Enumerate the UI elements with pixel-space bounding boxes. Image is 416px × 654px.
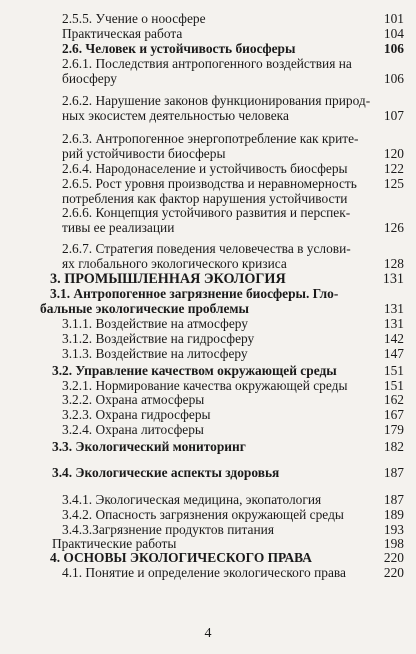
toc-entry-text: 2.6.3. Антропогенное энергопотребление как крите-	[62, 130, 359, 146]
toc-entry-page: 126	[383, 220, 404, 236]
toc-entry-text: ях глобального экологического кризиса	[62, 255, 287, 271]
toc-entry-page: 122	[383, 160, 404, 176]
toc-entry-page: 162	[383, 392, 404, 408]
toc-entry-text: 2.6.7. Стратегия поведения человечества в услови-	[62, 241, 351, 256]
page-number: 4	[204, 626, 212, 641]
toc-entry-text: 3.4. Экологические аспекты здоровья	[52, 465, 280, 481]
toc-entry-page: 189	[383, 506, 404, 522]
toc-entry-page: 131	[382, 270, 404, 287]
toc-entry-page: 106	[383, 40, 404, 56]
toc-entry-text: 2.6. Человек и устойчивость биосферы	[62, 40, 296, 56]
toc-entry-page: 128	[383, 255, 404, 271]
toc-entry-text: 2.6.4. Народонаселение и устойчивость биосферы	[62, 160, 348, 176]
toc-entry-page: 151	[383, 377, 404, 393]
toc-entry-text: 3.2.3. Охрана гидросферы	[62, 407, 211, 423]
toc-entry-text: бальные экологические проблемы	[40, 300, 249, 316]
toc-entry-page: 179	[383, 422, 404, 438]
toc-entry-text: 3.4.3.Загрязнение продуктов питания	[62, 521, 274, 537]
toc-entry-text: 3.4.1. Экологическая медицина, экопатология	[62, 491, 322, 507]
toc-entry-text: 3.4.2. Опасность загрязнения окружающей среды	[62, 506, 344, 522]
toc-entry-page: 104	[383, 25, 404, 41]
toc-entry-page: 167	[383, 407, 404, 423]
toc-entry-text: 2.6.6. Концепция устойчивого развития и перспек-	[62, 205, 351, 221]
toc-entry-text: 3.1.1. Воздействие на атмосферу	[62, 315, 248, 331]
toc-entry-text: Практические работы	[52, 536, 177, 552]
toc-entry-text: ных экосистем деятельностью человека	[62, 108, 289, 124]
toc-entry-page: 125	[383, 175, 404, 191]
toc-entry-page: 151	[383, 362, 404, 378]
toc-entry-page: 147	[383, 345, 404, 361]
toc-entry-page: 120	[383, 145, 404, 161]
toc-entry-text: 4. ОСНОВЫ ЭКОЛОГИЧЕСКОГО ПРАВА	[50, 549, 312, 565]
toc-entry-page: 182	[383, 439, 404, 455]
toc-entry-page: 220	[383, 564, 404, 580]
toc-entry-text: 3.3. Экологический мониторинг	[52, 439, 246, 455]
toc-entry-text: 4.1. Понятие и определение экологического права	[62, 564, 346, 580]
toc-entry-text: биосферу	[62, 70, 117, 86]
toc-entry-text: 3.2.1. Нормирование качества окружающей среды	[62, 377, 348, 393]
toc-entry-text: 3. ПРОМЫШЛЕННАЯ ЭКОЛОГИЯ	[50, 270, 286, 287]
toc-entry-page: 101	[383, 11, 404, 26]
toc-entry-page: 131	[383, 315, 404, 331]
toc-entry-page: 142	[383, 330, 404, 346]
toc-entry-page: 106	[383, 70, 404, 86]
toc-entry-page: 193	[383, 521, 404, 537]
toc-entry-page: 198	[383, 536, 404, 552]
toc-entry-text: 3.2.2. Охрана атмосферы	[62, 392, 205, 408]
toc-entry-page: 131	[383, 300, 404, 316]
toc-entry-text: тивы ее реализации	[62, 220, 175, 236]
toc-entry-text: 3.2.4. Охрана литосферы	[62, 422, 204, 438]
toc-entry-text: 2.6.1. Последствия антропогенного воздействия на	[62, 55, 352, 71]
toc-entry-text: Практическая работа	[62, 25, 183, 41]
toc-entry-text: потребления как фактор нарушения устойчивости	[62, 190, 348, 206]
toc-entry-text: 2.6.5. Рост уровня производства и неравномерность	[62, 175, 357, 191]
toc-entry-text: 2.6.2. Нарушение законов функционирования природ-	[62, 93, 371, 109]
toc-entry-text: 3.1.2. Воздействие на гидросферу	[62, 330, 255, 346]
toc-entry-text: 2.5.5. Учение о ноосфере	[62, 11, 206, 26]
toc-entry-text: рий устойчивости биосферы	[62, 145, 226, 161]
toc-entry-text: 3.1.3. Воздействие на литосферу	[62, 345, 248, 361]
toc-entry-page: 220	[383, 549, 404, 565]
toc-entry-text: 3.2. Управление качеством окружающей среды	[52, 362, 337, 378]
toc-entry-page: 187	[383, 491, 404, 507]
toc-entry-text: 3.1. Антропогенное загрязнение биосферы. Гло-	[50, 285, 339, 301]
toc-entry-page: 187	[383, 465, 404, 481]
toc-entry-page: 107	[383, 108, 404, 124]
